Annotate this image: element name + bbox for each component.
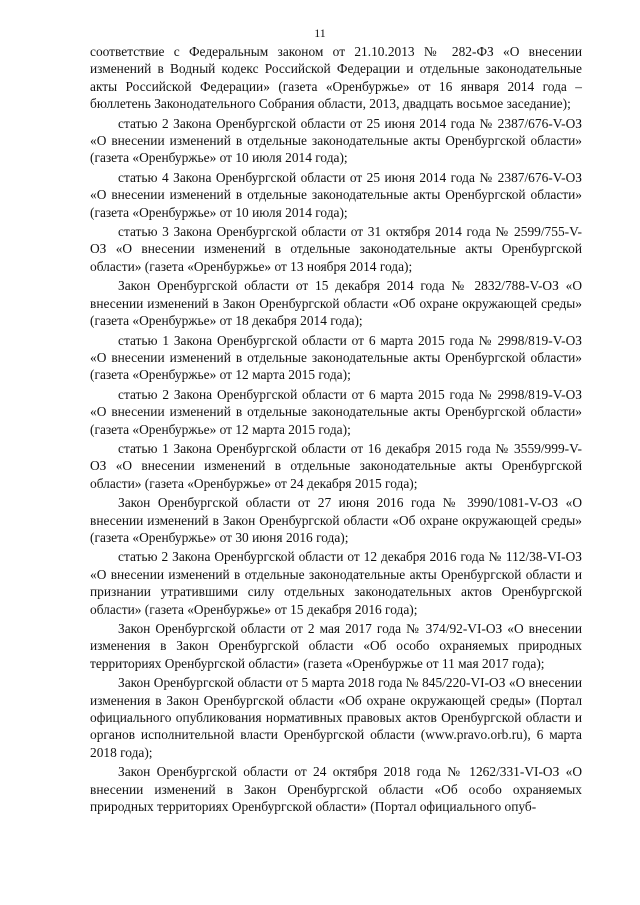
paragraph: статью 4 Закона Оренбургской области от 25 июня 2014 года № 2387/676-V-ОЗ «О внесении изменений в отдельные законодательные акты Оренбургской области» (газета «Оренбуржье» от 10 июля 2014 года); (90, 169, 582, 220)
paragraph: Закон Оренбургской области от 15 декабря 2014 года № 2832/788-V-ОЗ «О внесении изменений в Закон Оренбургской области «Об охране окружающей среды» (газета «Оренбуржье» от 18 декабря 2014 года); (90, 278, 582, 329)
paragraph: Закон Оренбургской области от 24 октября 2018 года № 1262/331-VI-ОЗ «О внесении изменений в Закон Оренбургской области «Об особо охраняемых природных территориях Оренбургской области» (Портал официального опуб- (90, 764, 582, 815)
paragraph: статью 2 Закона Оренбургской области от 12 декабря 2016 года № 112/38-VI-ОЗ «О внесении изменений в отдельные законодательные акты Оренбургской области и признании утратившими силу отдельных законодательных актов Оренбургской области» (газета «Оренбуржье» от 15 декабря 2016 года); (90, 549, 582, 617)
body-text (90, 43, 582, 817)
paragraph: Закон Оренбургской области от 2 мая 2017 года № 374/92-VI-ОЗ «О внесении изменения в Закон Оренбургской области «Об особо охраняемых природных территориях Оренбургской области» (газета «Оренбуржье от 11 мая 2017 года); (90, 621, 582, 671)
paragraph: соответствие с Федеральным законом от 21.10.2013 № 282-ФЗ «О внесении изменений в Водный кодекс Российской Федерации и отдельные законодательные акты Российской Федерации» (газета «Оренбуржье» от 16 января 2014 года – бюллетень Законодательного Собрания области, 2013, двадцать восьмое заседание); (90, 44, 582, 112)
paragraph: Закон Оренбургской области от 5 марта 2018 года № 845/220-VI-ОЗ «О внесении изменения в Закон Оренбургской области «Об охране окружающей среды» (Портал официального опубликования нормативных правовых актов Оренбургской области и органов исполнительной власти Оренбургской области (www.pravo.orb.ru), 6 марта 2018 года); (90, 675, 582, 760)
paragraph: статью 1 Закона Оренбургской области от 16 декабря 2015 года № 3559/999-V-ОЗ «О внесении изменений в отдельные законодательные акты Оренбургской области» (газета «Оренбуржье» от 24 декабря 2015 года); (90, 440, 582, 491)
paragraph: Закон Оренбургской области от 27 июня 2016 года № 3990/1081-V-ОЗ «О внесении изменений в Закон Оренбургской области «Об охране окружающей среды» (газета «Оренбуржье» от 30 июня 2016 года); (90, 495, 582, 545)
paragraph: статью 2 Закона Оренбургской области от 6 марта 2015 года № 2998/819-V-ОЗ «О внесении изменений в отдельные законодательные акты Оренбургской области» (газета «Оренбуржье» от 12 марта 2015 года); (90, 386, 582, 437)
paragraph: статью 3 Закона Оренбургской области от 31 октября 2014 года № 2599/755-V-ОЗ «О внесении изменений в отдельные законодательные акты Оренбургской области» (газета «Оренбуржье» от 13 ноября 2014 года); (90, 224, 582, 274)
paragraph: статью 2 Закона Оренбургской области от 25 июня 2014 года № 2387/676-V-ОЗ «О внесении изменений в отдельные законодательные акты Оренбургской области» (газета «Оренбуржье» от 10 июля 2014 года); (90, 115, 582, 166)
page-number: 11 (314, 26, 326, 40)
paragraph: статью 1 Закона Оренбургской области от 6 марта 2015 года № 2998/819-V-ОЗ «О внесении изменений в отдельные законодательные акты Оренбургской области» (газета «Оренбуржье» от 12 марта 2015 года); (90, 332, 582, 383)
